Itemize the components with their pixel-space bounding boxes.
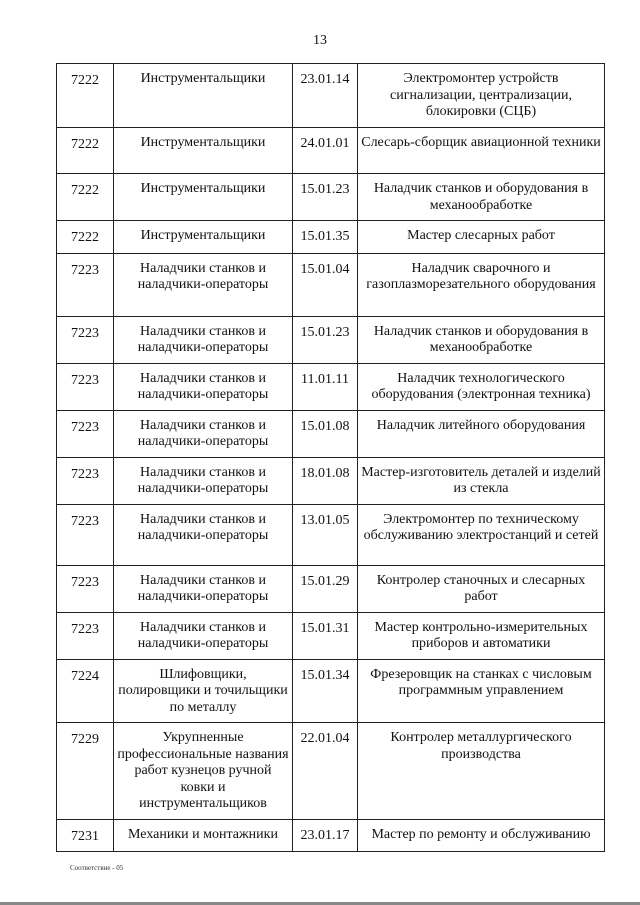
cell-profession: Электромонтер по техническому обслуживанию электростанций и сетей [358,504,605,565]
cell-code: 7223 [57,565,114,612]
cell-group: Наладчики станков и наладчики-операторы [114,363,293,410]
cell-num: 18.01.08 [293,457,358,504]
cell-code: 7222 [57,221,114,254]
footer-note: Соответствие - 05 [70,864,124,872]
cell-group: Наладчики станков и наладчики-операторы [114,410,293,457]
cell-num: 24.01.01 [293,128,358,174]
table-body [57,64,605,852]
cell-group: Укрупненные профессиональные названия работ кузнецов ручной ковки и инструментальщиков [114,723,293,820]
table-row [57,253,605,316]
cell-num: 15.01.34 [293,659,358,723]
cell-code: 7222 [57,174,114,221]
cell-num: 15.01.04 [293,253,358,316]
table-row [57,565,605,612]
table-row [57,659,605,723]
cell-profession: Наладчик станков и оборудования в механообработке [358,316,605,363]
cell-code: 7231 [57,819,114,852]
cell-profession: Мастер слесарных работ [358,221,605,254]
cell-code: 7224 [57,659,114,723]
cell-profession: Наладчик станков и оборудования в механообработке [358,174,605,221]
cell-group: Наладчики станков и наладчики-операторы [114,253,293,316]
cell-group: Инструментальщики [114,221,293,254]
table-row [57,363,605,410]
cell-group: Наладчики станков и наладчики-операторы [114,565,293,612]
cell-profession: Контролер станочных и слесарных работ [358,565,605,612]
cell-profession: Мастер по ремонту и обслуживанию [358,819,605,852]
cell-code: 7222 [57,128,114,174]
cell-group: Наладчики станков и наладчики-операторы [114,457,293,504]
cell-code: 7223 [57,457,114,504]
table-row [57,819,605,852]
cell-code: 7223 [57,410,114,457]
cell-code: 7223 [57,504,114,565]
cell-code: 7223 [57,363,114,410]
cell-num: 15.01.35 [293,221,358,254]
cell-code: 7223 [57,612,114,659]
cell-group: Наладчики станков и наладчики-операторы [114,316,293,363]
table-row [57,410,605,457]
table-row [57,504,605,565]
cell-profession: Контролер металлургического производства [358,723,605,820]
cell-code: 7223 [57,253,114,316]
cell-profession: Наладчик сварочного и газоплазморезательного оборудования [358,253,605,316]
cell-group: Шлифовщики, полировщики и точильщики по металлу [114,659,293,723]
table-row [57,174,605,221]
table-row [57,221,605,254]
cell-group: Инструментальщики [114,174,293,221]
cell-profession: Слесарь-сборщик авиационной техники [358,128,605,174]
cell-group: Инструментальщики [114,128,293,174]
professions-table [56,63,605,852]
cell-code: 7229 [57,723,114,820]
cell-profession: Наладчик технологического оборудования (электронная техника) [358,363,605,410]
cell-num: 15.01.23 [293,174,358,221]
cell-num: 15.01.31 [293,612,358,659]
cell-group: Инструментальщики [114,64,293,128]
cell-group: Наладчики станков и наладчики-операторы [114,504,293,565]
cell-group: Наладчики станков и наладчики-операторы [114,612,293,659]
cell-profession: Электромонтер устройств сигнализации, централизации, блокировки (СЦБ) [358,64,605,128]
cell-profession: Мастер контрольно-измерительных приборов и автоматики [358,612,605,659]
table-row [57,457,605,504]
cell-num: 22.01.04 [293,723,358,820]
cell-num: 23.01.17 [293,819,358,852]
cell-num: 11.01.11 [293,363,358,410]
cell-profession: Фрезеровщик на станках с числовым программным управлением [358,659,605,723]
cell-profession: Наладчик литейного оборудования [358,410,605,457]
cell-num: 13.01.05 [293,504,358,565]
cell-num: 15.01.29 [293,565,358,612]
page-number: 13 [313,33,327,48]
cell-code: 7222 [57,64,114,128]
cell-num: 23.01.14 [293,64,358,128]
table-row [57,128,605,174]
table-row [57,723,605,820]
table-row [57,316,605,363]
cell-num: 15.01.08 [293,410,358,457]
table-row [57,64,605,128]
table-row [57,612,605,659]
cell-profession: Мастер-изготовитель деталей и изделий из стекла [358,457,605,504]
cell-code: 7223 [57,316,114,363]
cell-group: Механики и монтажники [114,819,293,852]
cell-num: 15.01.23 [293,316,358,363]
